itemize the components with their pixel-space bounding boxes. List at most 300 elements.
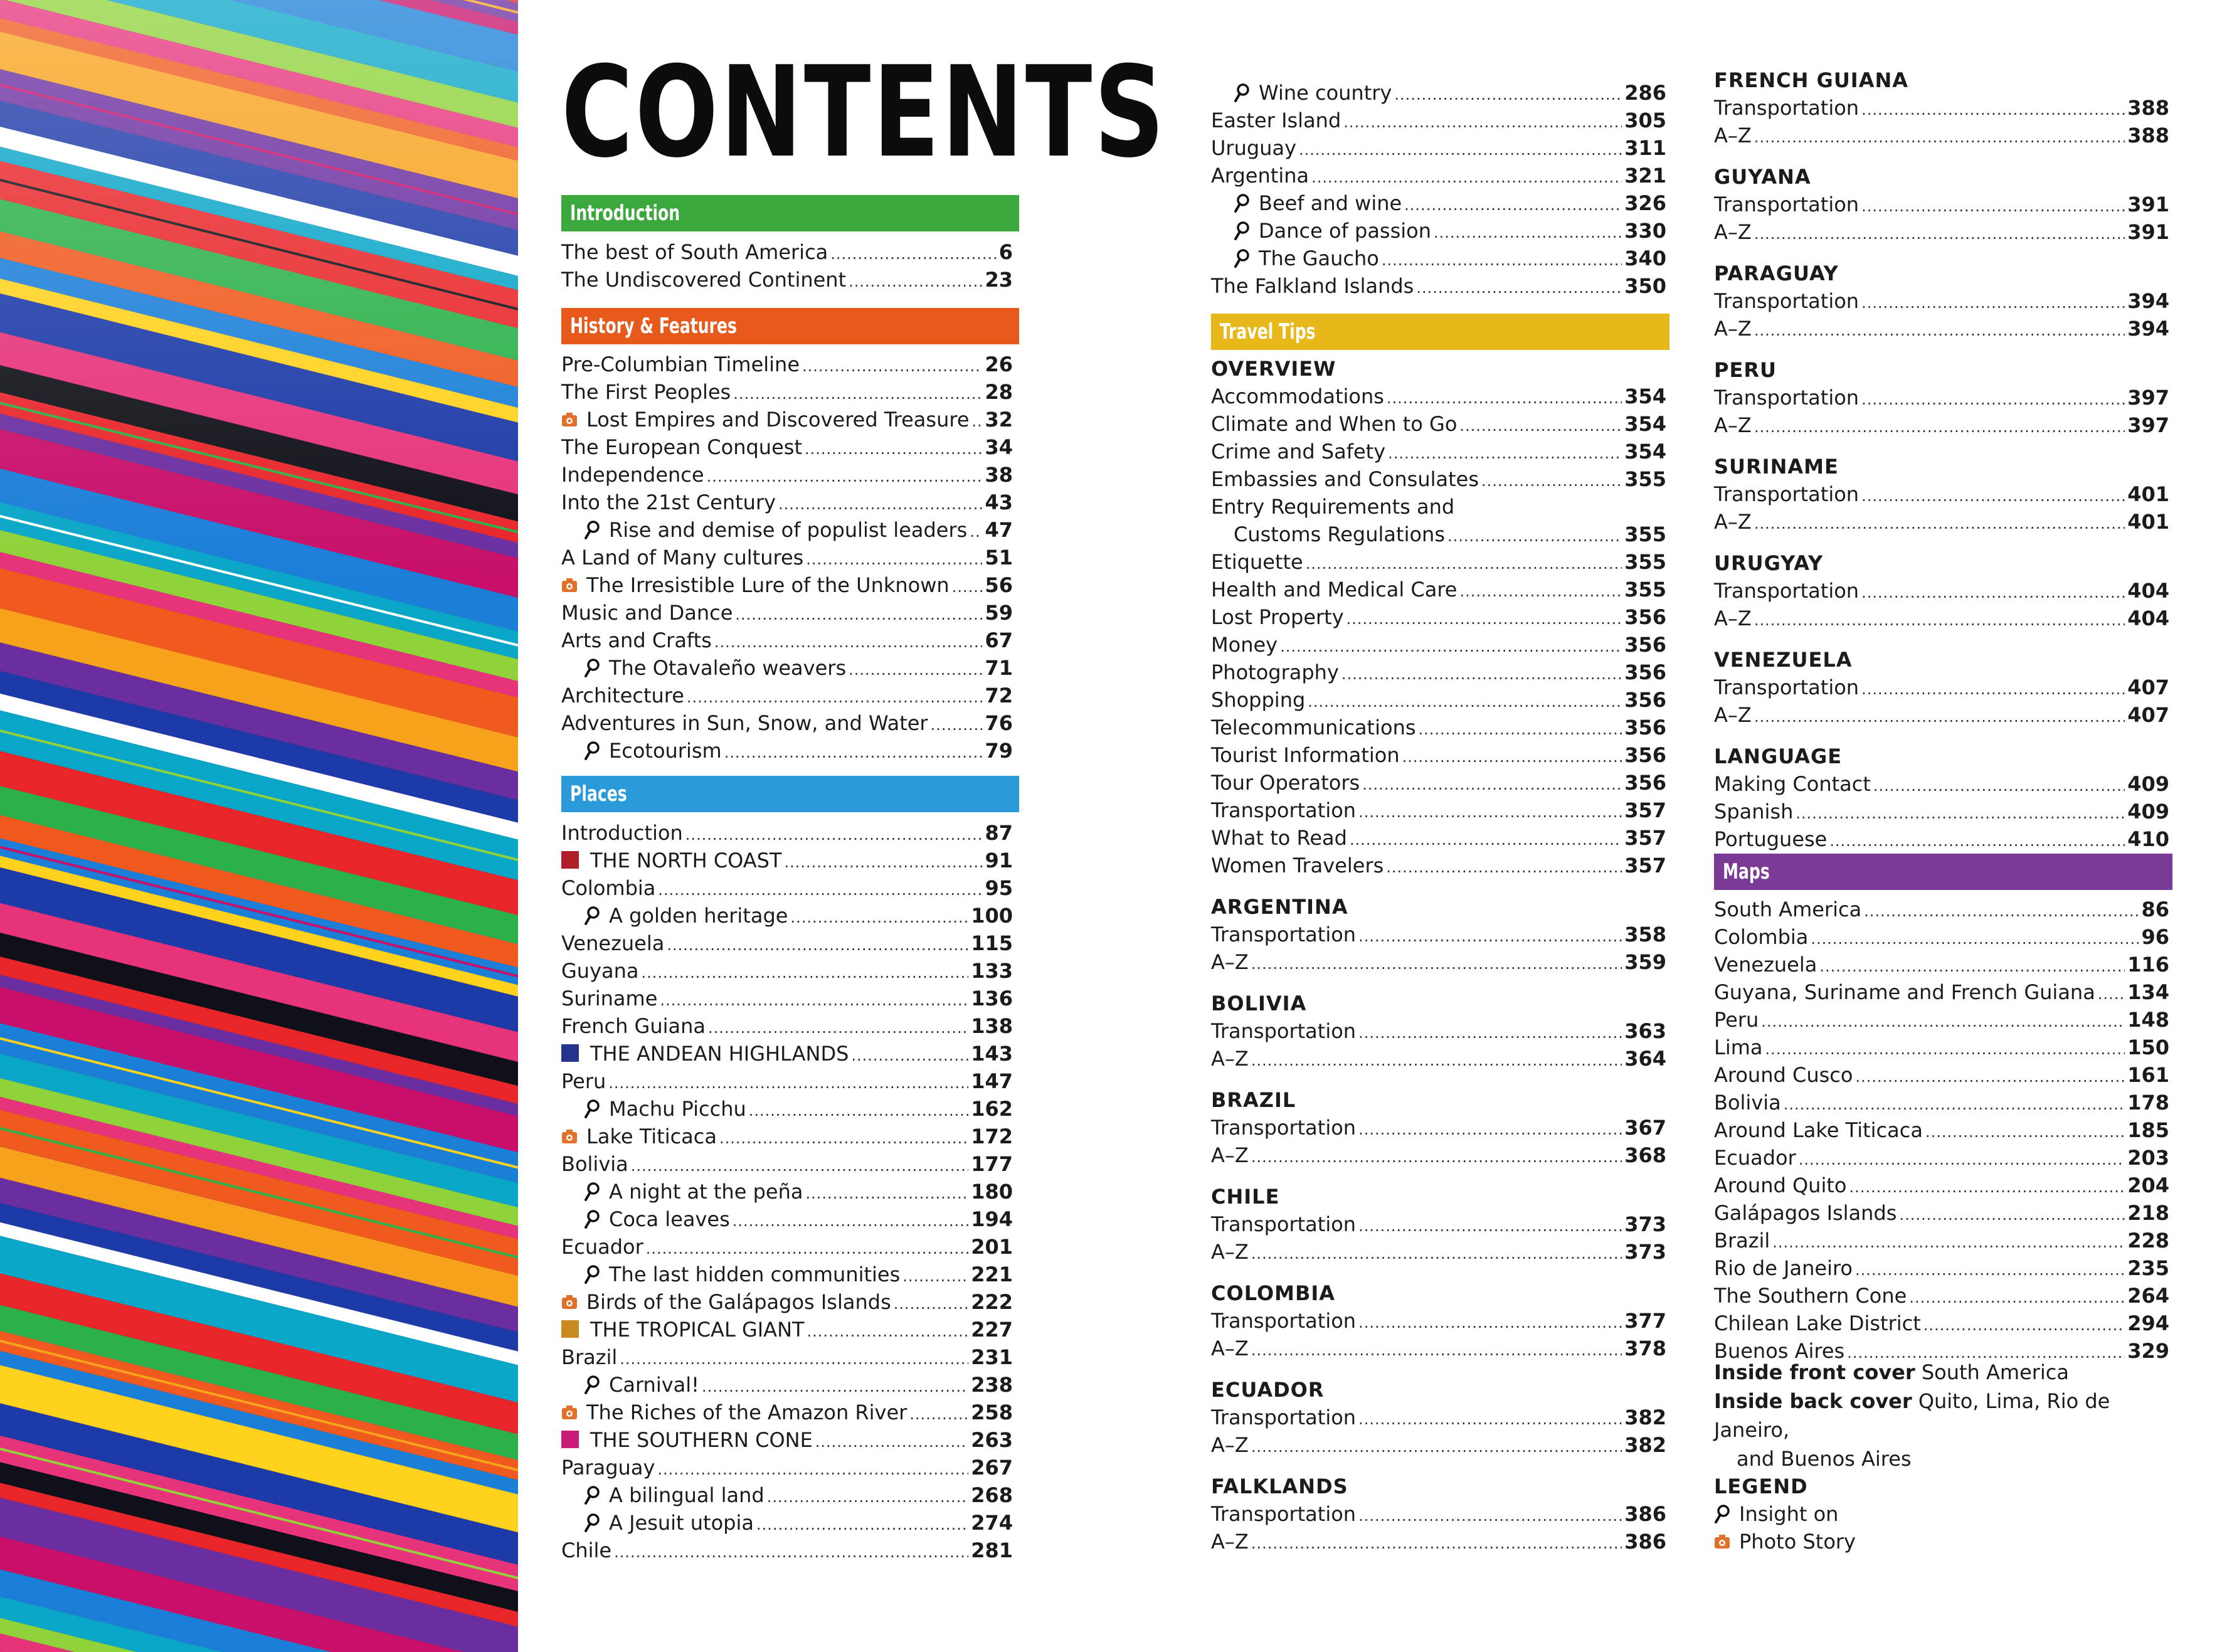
page-number: 407 — [2127, 675, 2169, 699]
entry-label: Transportation — [1714, 193, 1860, 216]
toc-entry[interactable] — [1714, 1310, 2169, 1337]
toc-entry[interactable] — [561, 1426, 1013, 1454]
entry-text: The Riches of the Amazon River — [586, 1400, 907, 1424]
entry-label — [1211, 548, 1303, 576]
toc-entry[interactable] — [1714, 1282, 2169, 1310]
entry-label: Transportation — [1211, 1212, 1357, 1236]
toc-entry[interactable] — [1211, 631, 1666, 659]
dot-leader — [1772, 1229, 2125, 1256]
entry-label — [1714, 923, 1808, 951]
transportation-entry[interactable] — [1211, 1114, 1666, 1141]
page-number: 72 — [985, 684, 1013, 707]
toc-entry[interactable] — [561, 489, 1013, 516]
dot-leader — [1849, 1173, 2125, 1201]
entry-label: A–Z — [1714, 413, 1752, 437]
dot-leader — [1447, 522, 1622, 550]
toc-entry[interactable] — [561, 1233, 1013, 1261]
entry-text: A night at the peña — [609, 1180, 803, 1204]
entry-text: Ecotourism — [609, 739, 722, 763]
entry-label: A–Z — [1211, 1337, 1249, 1360]
legend-photo — [1714, 1528, 2028, 1555]
dot-leader — [1386, 854, 1622, 881]
toc-entry[interactable] — [561, 1481, 1013, 1509]
dot-leader — [1341, 660, 1622, 688]
entry-label — [1211, 217, 1431, 245]
dot-leader — [667, 931, 968, 959]
entry-text: Guyana — [561, 959, 639, 983]
dot-leader — [1404, 191, 1622, 219]
entry-text: A golden heritage — [609, 904, 788, 928]
toc-entry[interactable] — [1211, 245, 1666, 272]
entry-text: South America — [1714, 897, 1862, 921]
toc-entry[interactable] — [561, 1067, 1013, 1095]
page-number: 355 — [1624, 522, 1666, 546]
toc-entry[interactable] — [561, 1288, 1013, 1316]
entry-text: The last hidden communities — [609, 1263, 901, 1286]
dot-leader — [1459, 578, 1622, 605]
dot-leader — [1311, 164, 1622, 191]
toc-entry[interactable] — [1211, 134, 1666, 162]
entry-text: The Gaucho — [1259, 246, 1379, 270]
entry-label — [1211, 797, 1356, 824]
toc-entry[interactable] — [1211, 548, 1666, 576]
a-z-entry[interactable] — [1714, 122, 2169, 149]
page-number: 401 — [2127, 510, 2169, 534]
transportation-entry[interactable] — [1211, 1307, 1666, 1335]
entry-label — [1211, 79, 1392, 107]
page-number: 407 — [2127, 703, 2169, 727]
toc-entry[interactable] — [561, 1261, 1013, 1288]
toc-entry[interactable] — [1211, 465, 1666, 493]
back-cover-value-line2: and Buenos Aires — [1737, 1447, 1912, 1471]
legend — [1714, 1473, 2028, 1555]
a-z-entry[interactable] — [1714, 411, 2169, 439]
page-number: 204 — [2127, 1173, 2169, 1197]
a-z-entry[interactable] — [1714, 701, 2169, 729]
dot-leader — [909, 1400, 968, 1428]
page-number: 227 — [971, 1318, 1013, 1342]
transportation-entry[interactable] — [1714, 191, 2169, 218]
country-heading: ECUADOR — [1211, 1378, 1325, 1402]
entry-label — [1211, 410, 1457, 438]
dot-leader — [1861, 386, 2125, 413]
country-heading: CHILE — [1211, 1185, 1280, 1209]
toc-entry[interactable] — [561, 819, 1013, 847]
entry-label — [561, 682, 684, 709]
page-number: 203 — [2127, 1146, 2169, 1170]
toc-entry[interactable] — [1211, 189, 1666, 217]
dot-leader — [1251, 1143, 1622, 1171]
entry-label: Transportation — [1211, 1406, 1357, 1429]
toc-entry[interactable] — [1714, 1089, 2169, 1116]
entry-text: THE ANDEAN HIGHLANDS — [590, 1042, 849, 1066]
entry-label — [561, 957, 639, 985]
toc-entry[interactable] — [561, 1316, 1013, 1343]
page-number: 378 — [1624, 1337, 1666, 1360]
section-label-maps: Maps — [1723, 859, 1770, 884]
entry-label: A–Z — [1714, 317, 1752, 341]
toc-entry[interactable] — [561, 1205, 1013, 1233]
toc-entry[interactable] — [1211, 272, 1666, 300]
toc-entry[interactable] — [561, 599, 1013, 627]
magnifier-icon — [1714, 1505, 1730, 1523]
section-band-introduction — [561, 195, 1019, 231]
entry-text: French Guiana — [561, 1014, 706, 1038]
entry-text: The Undiscovered Continent — [561, 268, 847, 292]
toc-entry[interactable] — [1211, 686, 1666, 714]
dot-leader — [1754, 220, 2125, 248]
back-cover-label: Inside back cover — [1714, 1389, 1912, 1413]
toc-entry[interactable] — [561, 1012, 1013, 1040]
entry-label — [1714, 770, 1871, 798]
toc-entry[interactable] — [561, 461, 1013, 489]
toc-entry[interactable] — [561, 957, 1013, 985]
entry-text: The Otavaleño weavers — [609, 656, 847, 680]
page-number: 329 — [2127, 1339, 2169, 1363]
entry-text: THE TROPICAL GIANT — [590, 1318, 805, 1342]
toc-entry[interactable] — [1211, 769, 1666, 797]
dot-leader — [1873, 772, 2125, 800]
toc-entry[interactable] — [1714, 1144, 2169, 1172]
toc-entry[interactable] — [1714, 896, 2169, 923]
page-number: 91 — [985, 849, 1013, 872]
entry-label: Transportation — [1714, 482, 1860, 506]
transportation-entry[interactable] — [1714, 577, 2169, 605]
dot-leader — [1251, 1530, 1622, 1557]
toc-entry[interactable] — [1714, 1061, 2169, 1089]
entry-label — [1714, 978, 2095, 1006]
dot-leader — [1358, 1116, 1622, 1143]
dot-leader — [1434, 219, 1622, 246]
toc-entry[interactable] — [1211, 797, 1666, 824]
camera-icon — [1714, 1532, 1730, 1551]
page-number: 235 — [2127, 1256, 2169, 1280]
toc-entry[interactable] — [1714, 923, 2169, 951]
dot-leader — [1251, 1433, 1622, 1461]
page-number: 386 — [1624, 1502, 1666, 1526]
toc-entry[interactable] — [561, 433, 1013, 461]
entry-label: A–Z — [1714, 606, 1752, 630]
a-z-entry[interactable] — [1211, 1335, 1666, 1362]
page-number: 6 — [998, 240, 1013, 264]
dot-leader — [802, 352, 982, 380]
entry-label — [561, 1261, 900, 1288]
entry-label: Transportation — [1211, 1502, 1357, 1526]
dot-leader — [1796, 800, 2125, 827]
toc-entry[interactable] — [1714, 1254, 2169, 1282]
entry-label — [561, 1233, 643, 1261]
a-z-entry[interactable] — [1714, 315, 2169, 342]
dot-leader — [778, 490, 982, 518]
transportation-entry[interactable] — [1211, 1017, 1666, 1045]
dot-leader — [1280, 633, 1622, 660]
toc-entry[interactable] — [1714, 978, 2169, 1006]
toc-entry[interactable] — [561, 516, 1013, 544]
page-number: 386 — [1624, 1530, 1666, 1554]
toc-entry[interactable] — [561, 351, 1013, 378]
dot-leader — [1346, 605, 1622, 633]
page-number: 356 — [1624, 605, 1666, 629]
entry-text: Peru — [561, 1069, 606, 1093]
entry-label: Transportation — [1714, 675, 1860, 699]
page-number: 263 — [971, 1428, 1013, 1452]
toc-entry[interactable] — [1211, 79, 1666, 107]
page-number: 397 — [2127, 386, 2169, 410]
dot-leader — [952, 573, 983, 601]
transportation-entry[interactable] — [1714, 674, 2169, 701]
toc-entry[interactable] — [1211, 852, 1666, 879]
entry-label — [1211, 107, 1341, 134]
entry-label — [1714, 1227, 1770, 1254]
page-number: 23 — [985, 268, 1013, 292]
toc-entry[interactable] — [1714, 825, 2169, 853]
transportation-entry[interactable] — [1211, 1500, 1666, 1528]
toc-entry[interactable] — [1714, 1199, 2169, 1227]
toc-entry[interactable] — [1211, 521, 1666, 548]
page-number: 185 — [2127, 1118, 2169, 1142]
page-number: 116 — [2127, 953, 2169, 977]
page-number: 87 — [985, 821, 1013, 845]
entry-text: Venezuela — [561, 931, 665, 955]
toc-entry[interactable] — [561, 571, 1013, 599]
toc-entry[interactable] — [1211, 824, 1666, 852]
toc-entry[interactable] — [1211, 659, 1666, 686]
entry-text: Crime and Safety — [1211, 440, 1386, 463]
dot-leader — [1358, 923, 1622, 950]
entry-label: A–Z — [1211, 950, 1249, 974]
page-number: 274 — [971, 1511, 1013, 1535]
page-number: 67 — [985, 628, 1013, 652]
textile-image — [0, 0, 518, 1652]
transportation-entry[interactable] — [1211, 1404, 1666, 1431]
toc-entry[interactable] — [1714, 798, 2169, 825]
dot-leader — [1416, 274, 1622, 302]
entry-text: Chile — [561, 1538, 612, 1562]
entry-text: Money — [1211, 633, 1278, 657]
toc-entry[interactable] — [561, 238, 1013, 266]
a-z-entry[interactable] — [1714, 218, 2169, 246]
toc-entry[interactable] — [1714, 951, 2169, 978]
toc-entry[interactable] — [561, 1537, 1013, 1564]
magnifier-icon — [584, 1486, 600, 1505]
entry-text: What to Read — [1211, 826, 1347, 850]
page-number: 71 — [985, 656, 1013, 680]
toc-entry[interactable] — [561, 1343, 1013, 1371]
toc-entry[interactable] — [561, 929, 1013, 957]
dot-leader — [805, 1180, 968, 1207]
toc-entry[interactable] — [1714, 1006, 2169, 1034]
toc-entry[interactable] — [561, 406, 1013, 433]
page-number: 172 — [971, 1125, 1013, 1148]
toc-entry[interactable] — [1714, 1116, 2169, 1144]
toc-entry[interactable] — [561, 737, 1013, 765]
page-number: 34 — [985, 435, 1013, 459]
entry-text: Peru — [1714, 1008, 1759, 1032]
dot-leader — [719, 1125, 968, 1152]
dot-leader — [1855, 1256, 2125, 1284]
page-number: 382 — [1624, 1406, 1666, 1429]
toc-entry[interactable] — [1714, 1227, 2169, 1254]
toc-entry[interactable] — [561, 1095, 1013, 1123]
page-title: CONTENTS — [561, 40, 1167, 186]
toc-entry[interactable] — [1211, 410, 1666, 438]
toc-entry[interactable] — [561, 682, 1013, 709]
entry-label — [1714, 951, 1817, 978]
toc-entry[interactable] — [561, 902, 1013, 929]
toc-entry[interactable] — [1211, 741, 1666, 769]
toc-entry[interactable] — [1714, 1034, 2169, 1061]
page-number: 267 — [971, 1456, 1013, 1480]
entry-text: Architecture — [561, 684, 684, 707]
places-list — [561, 819, 1013, 1564]
toc-entry[interactable] — [561, 985, 1013, 1012]
page-number: 377 — [1624, 1309, 1666, 1333]
dot-leader — [806, 546, 982, 573]
a-z-entry[interactable] — [1714, 508, 2169, 536]
page-number: 382 — [1624, 1433, 1666, 1457]
toc-entry[interactable] — [561, 654, 1013, 682]
dot-leader — [1861, 579, 2125, 606]
dot-leader — [1811, 925, 2139, 953]
a-z-entry[interactable] — [1211, 948, 1666, 976]
dot-leader — [1251, 1240, 1622, 1268]
a-z-entry[interactable] — [1211, 1045, 1666, 1072]
entry-text: Ecuador — [561, 1235, 643, 1259]
page-number: 228 — [2127, 1229, 2169, 1252]
magnifier-icon — [584, 1265, 600, 1284]
toc-entry[interactable] — [561, 1454, 1013, 1481]
dot-leader — [749, 1097, 968, 1125]
toc-entry[interactable] — [1211, 162, 1666, 189]
entry-label — [561, 1095, 746, 1123]
toc-entry[interactable] — [561, 709, 1013, 737]
a-z-entry[interactable] — [1714, 605, 2169, 632]
toc-entry[interactable] — [561, 266, 1013, 294]
transportation-entry[interactable] — [1211, 921, 1666, 948]
transportation-entry[interactable] — [1714, 287, 2169, 315]
dot-leader — [733, 1207, 968, 1235]
toc-entry[interactable] — [1211, 603, 1666, 631]
entry-label — [561, 654, 846, 682]
entry-label — [561, 351, 800, 378]
toc-entry[interactable] — [561, 847, 1013, 874]
entry-text: Lost Property — [1211, 605, 1344, 629]
country-heading: BOLIVIA — [1211, 992, 1307, 1015]
entry-label — [1211, 493, 1454, 521]
entry-label: A–Z — [1714, 220, 1752, 244]
dot-leader — [756, 1511, 968, 1538]
entry-text: Machu Picchu — [609, 1097, 746, 1121]
page-number: 357 — [1624, 826, 1666, 850]
entry-label: Transportation — [1714, 289, 1860, 313]
magnifier-icon — [1234, 249, 1250, 268]
country-heading: VENEZUELA — [1714, 648, 1853, 672]
dot-leader — [1765, 1035, 2125, 1063]
a-z-entry[interactable] — [1211, 1238, 1666, 1266]
toc-entry[interactable] — [561, 1509, 1013, 1537]
entry-label: Transportation — [1211, 1309, 1357, 1333]
a-z-entry[interactable] — [1211, 1141, 1666, 1169]
entry-text: Into the 21st Century — [561, 490, 776, 514]
magnifier-icon — [584, 521, 600, 539]
entry-text: Rio de Janeiro — [1714, 1256, 1853, 1280]
toc-entry[interactable] — [1211, 438, 1666, 465]
toc-entry[interactable] — [1714, 770, 2169, 798]
page-number: 115 — [971, 931, 1013, 955]
entry-label — [561, 433, 802, 461]
toc-entry[interactable] — [561, 1123, 1013, 1150]
toc-entry[interactable] — [561, 378, 1013, 406]
dot-leader — [1358, 1406, 1622, 1433]
toc-entry[interactable] — [1211, 383, 1666, 410]
entry-label — [561, 627, 712, 654]
magnifier-icon — [1234, 83, 1250, 102]
toc-entry[interactable] — [561, 627, 1013, 654]
entry-label — [561, 985, 657, 1012]
region-color-square — [561, 1044, 579, 1062]
language-heading: LANGUAGE — [1714, 744, 1843, 768]
travel-tips-list — [1211, 355, 1666, 1555]
toc-entry[interactable] — [1211, 107, 1666, 134]
magnifier-icon — [584, 741, 600, 760]
page-number: 358 — [1624, 923, 1666, 946]
dot-leader — [1754, 510, 2125, 537]
toc-entry[interactable] — [561, 1371, 1013, 1399]
entry-label — [561, 1537, 611, 1564]
entry-label — [1714, 1116, 1923, 1144]
entry-text: Colombia — [1714, 925, 1809, 949]
dot-leader — [1362, 771, 1622, 798]
dot-leader — [1754, 606, 2125, 634]
toc-entry[interactable] — [561, 1040, 1013, 1067]
entry-text: Spanish — [1714, 800, 1794, 823]
entry-text: Entry Requirements and — [1211, 495, 1455, 519]
toc-entry[interactable] — [561, 544, 1013, 571]
toc-entry[interactable] — [1211, 576, 1666, 603]
toc-entry[interactable] — [561, 1399, 1013, 1426]
toc-entry[interactable] — [1714, 1172, 2169, 1199]
maps-list — [1714, 896, 2169, 1365]
page-number: 222 — [971, 1290, 1013, 1314]
page-number: 397 — [2127, 413, 2169, 437]
toc-entry[interactable] — [1211, 493, 1666, 521]
entry-label — [1211, 272, 1414, 300]
entry-label — [1211, 741, 1400, 769]
page-number: 354 — [1624, 440, 1666, 463]
entry-label — [561, 406, 970, 433]
transportation-entry[interactable] — [1211, 1210, 1666, 1238]
transportation-entry[interactable] — [1714, 94, 2169, 122]
entry-text: The Irresistible Lure of the Unknown — [586, 573, 950, 597]
page-number: 354 — [1624, 412, 1666, 436]
toc-entry[interactable] — [561, 1150, 1013, 1178]
entry-text: Uruguay — [1211, 136, 1296, 160]
page-number: 194 — [971, 1207, 1013, 1231]
toc-entry[interactable] — [1211, 217, 1666, 245]
toc-entry[interactable] — [561, 874, 1013, 902]
toc-entry[interactable] — [561, 1178, 1013, 1205]
a-z-entry[interactable] — [1211, 1528, 1666, 1555]
dot-leader — [1394, 81, 1622, 109]
dot-leader — [657, 1456, 968, 1483]
a-z-entry[interactable] — [1211, 1431, 1666, 1459]
entry-label — [561, 1454, 655, 1481]
toc-entry[interactable] — [1211, 714, 1666, 741]
entry-text: Coca leaves — [609, 1207, 730, 1231]
transportation-entry[interactable] — [1714, 384, 2169, 411]
dot-leader — [733, 380, 982, 408]
transportation-entry[interactable] — [1714, 480, 2169, 508]
